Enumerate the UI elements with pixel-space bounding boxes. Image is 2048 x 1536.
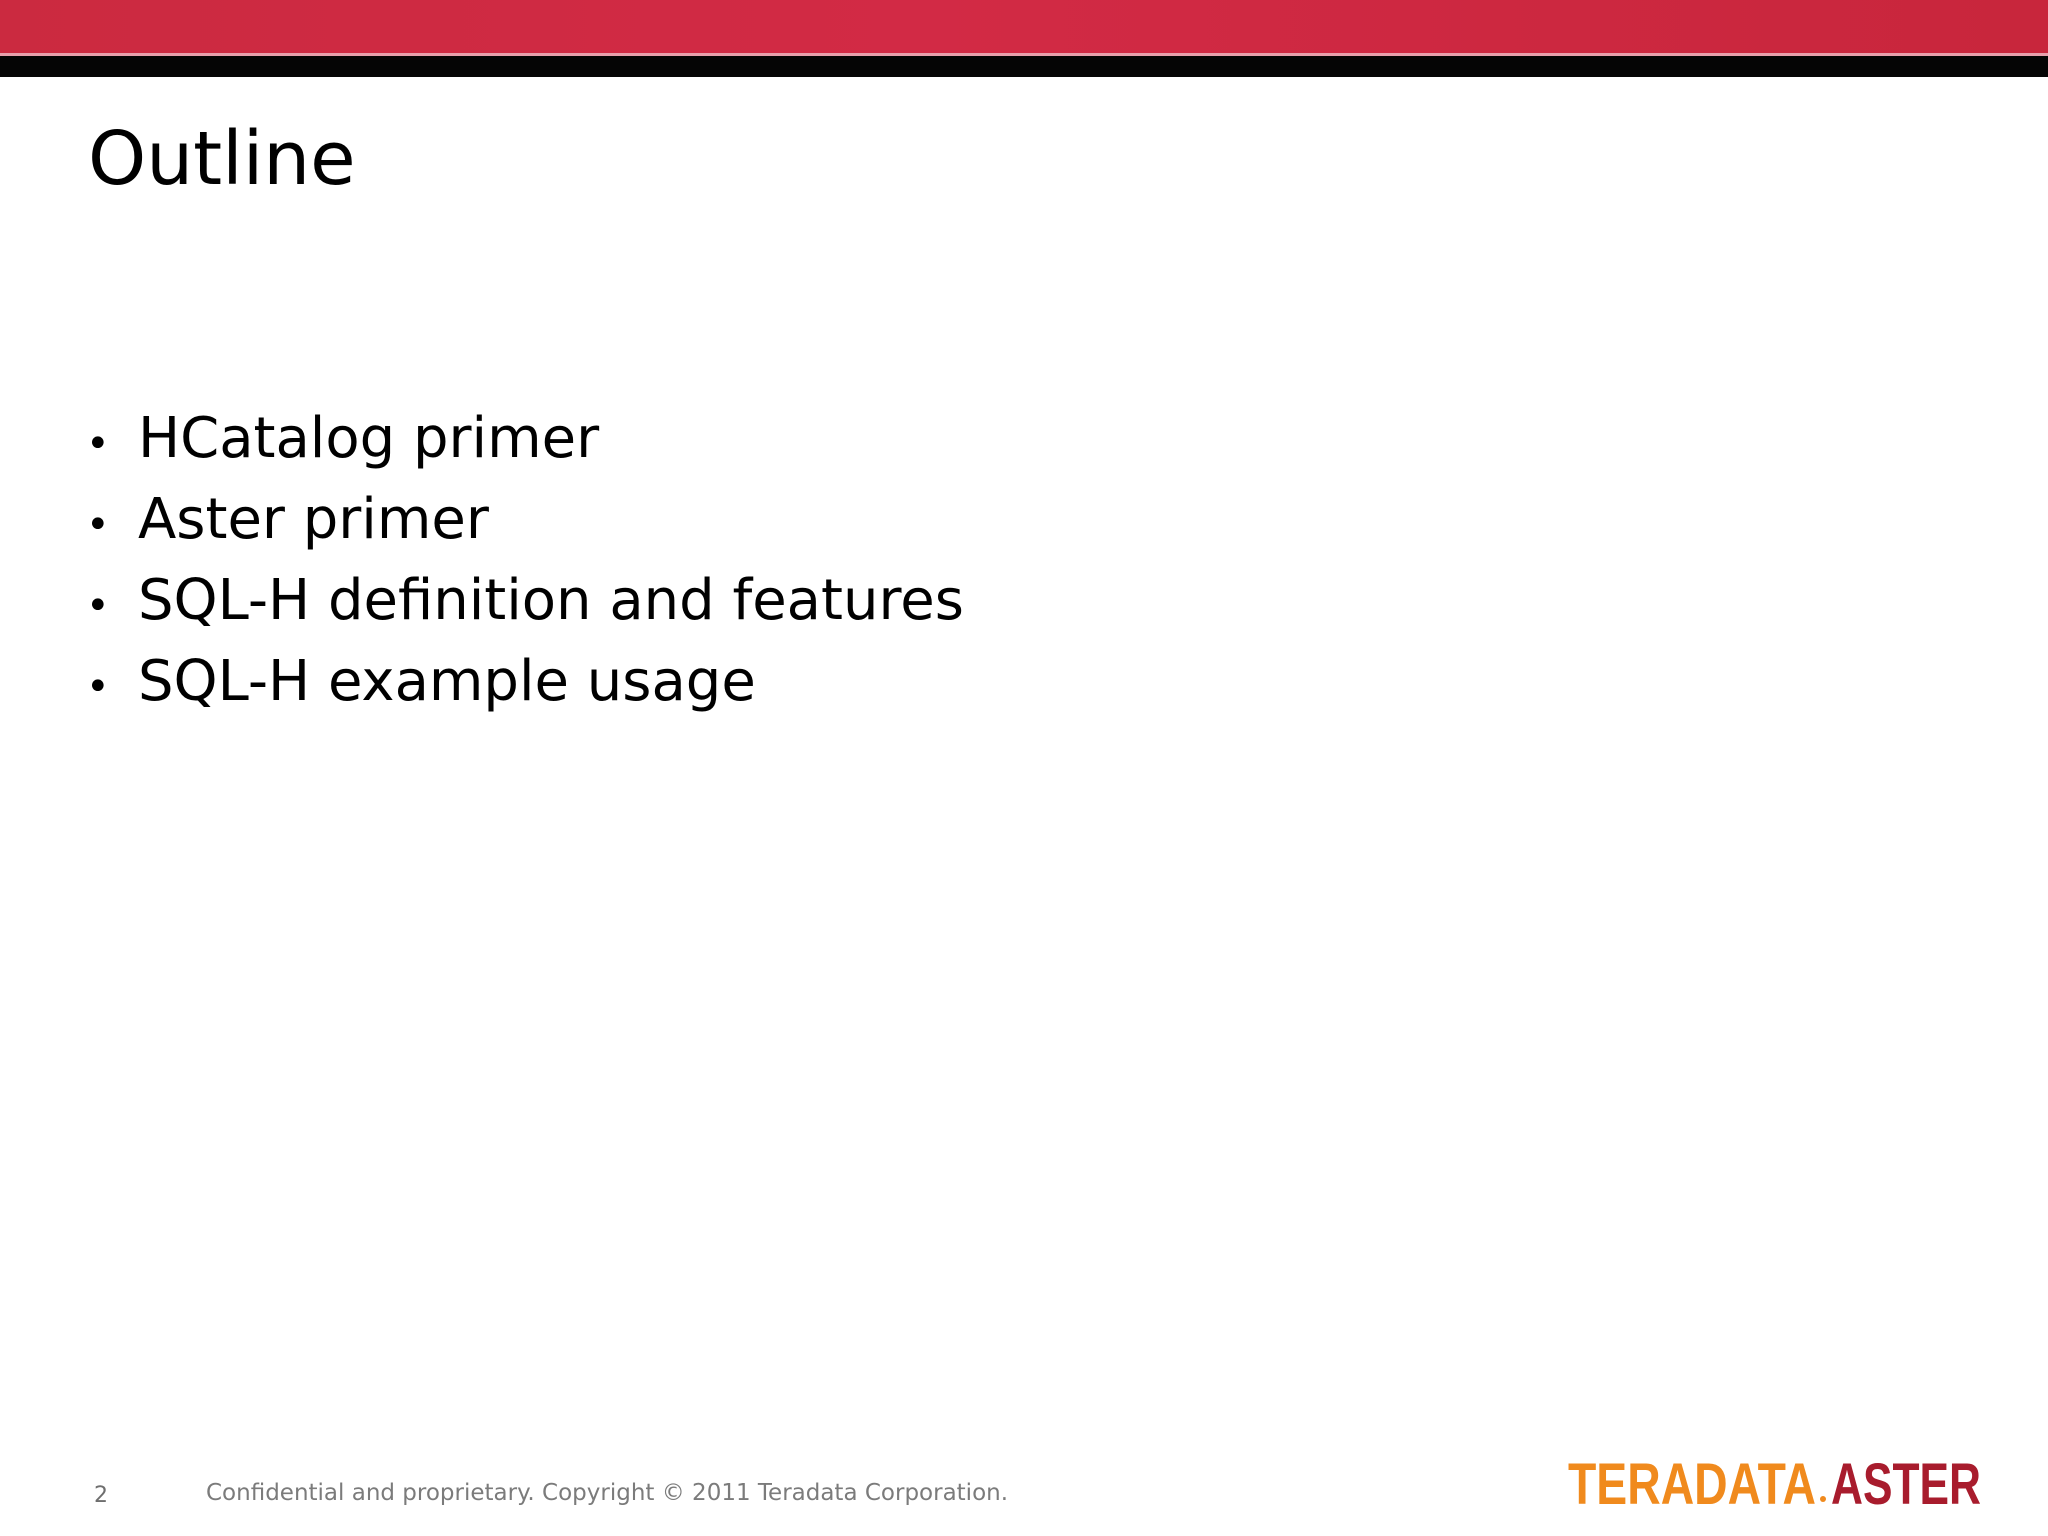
logo-teradata-text: TERADATA xyxy=(1568,1452,1816,1517)
bullet-icon: • xyxy=(86,664,110,710)
header-black-rule xyxy=(0,56,2048,77)
bullet-icon: • xyxy=(86,421,110,467)
outline-bullet-list xyxy=(86,398,964,722)
bullet-item-sqlh-example xyxy=(86,641,964,722)
bullet-text: Aster primer xyxy=(138,487,489,552)
bullet-text: HCatalog primer xyxy=(138,406,600,471)
bullet-text: SQL-H example usage xyxy=(138,649,756,714)
bullet-icon: • xyxy=(86,502,110,548)
bullet-item-hcatalog-primer xyxy=(86,398,964,479)
copyright-notice: Confidential and proprietary. Copyright © 2011 Teradata Corporation. xyxy=(206,1480,1009,1506)
logo-dot-icon xyxy=(1820,1496,1826,1502)
logo-aster-text: ASTER xyxy=(1831,1452,1981,1517)
page-number: 2 xyxy=(94,1483,108,1508)
bullet-item-sqlh-definition xyxy=(86,560,964,641)
bullet-item-aster-primer xyxy=(86,479,964,560)
teradata-aster-logo xyxy=(1568,1446,1988,1517)
slide-title: Outline xyxy=(88,116,356,202)
header-red-band xyxy=(0,0,2048,54)
bullet-icon: • xyxy=(86,583,110,629)
bullet-text: SQL-H definition and features xyxy=(138,568,964,633)
